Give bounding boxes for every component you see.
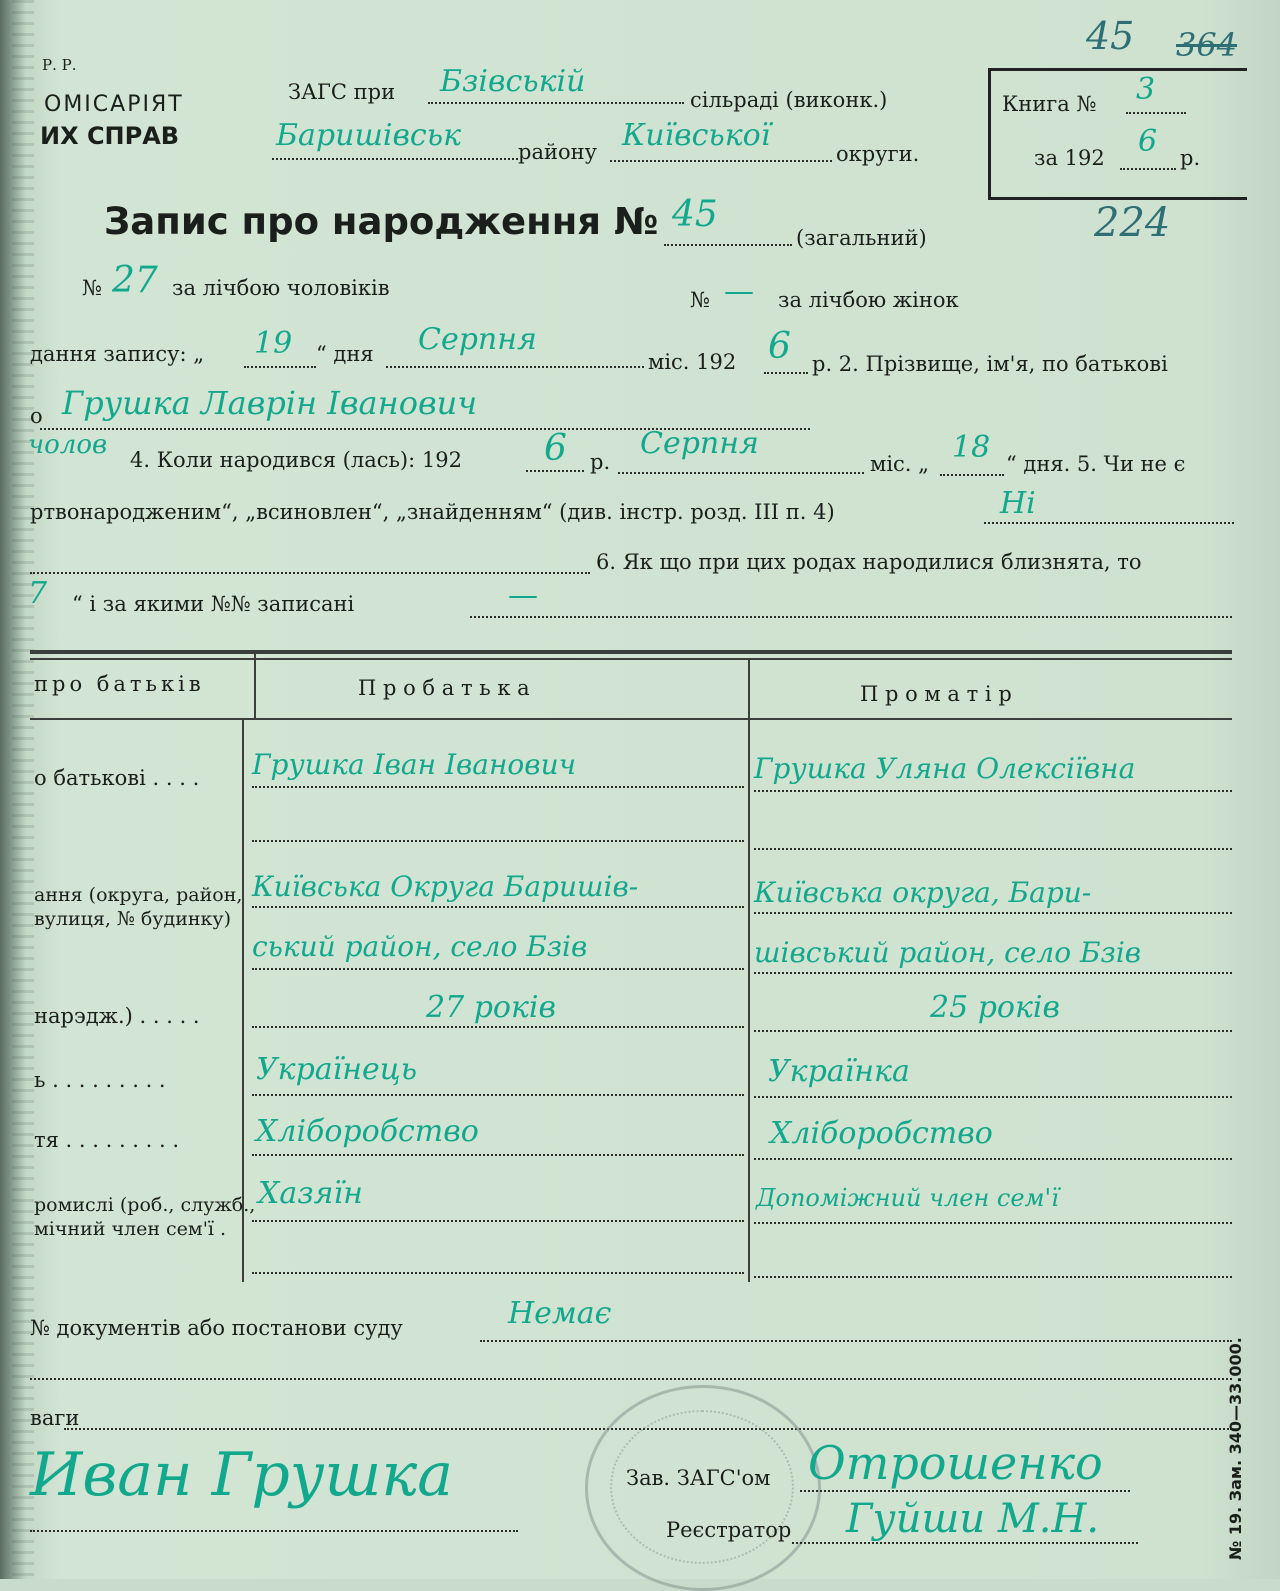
fill-line: [252, 1026, 744, 1028]
line6-text: “ і за якими №№ записані: [72, 592, 355, 616]
hw-birth-year: 6: [544, 428, 567, 469]
hw-left-signature: Иван Грушка: [30, 1440, 453, 1510]
male-prefix: №: [82, 276, 102, 300]
hw-mother-age: 25 років: [930, 990, 1060, 1025]
fill-line: [754, 1030, 1232, 1032]
line1-text-c: міс. 192: [648, 350, 737, 374]
row-label-name: о батькові . . . .: [34, 766, 200, 790]
fill-line: [244, 366, 316, 368]
hw-mother-status: Допоміжний член сем'ї: [756, 1184, 1059, 1212]
line3-text-b: р.: [590, 450, 611, 474]
hw-birth-day: 18: [952, 430, 991, 465]
fill-line: [754, 1276, 1232, 1278]
hw-mother-nationality: Українка: [768, 1054, 910, 1089]
line1-text-b: “ дня: [316, 342, 374, 366]
hw-father-age: 27 років: [426, 990, 556, 1025]
row-label-age: нарэдж.) . . . . .: [34, 1004, 200, 1028]
hw-corner-number: 224: [1094, 200, 1171, 246]
fill-line: [754, 1158, 1232, 1160]
hw-male-count: 27: [112, 260, 158, 301]
fill-line: [470, 616, 1232, 618]
fill-line: [30, 1530, 518, 1532]
fill-line: [252, 840, 744, 842]
fill-line: [1126, 112, 1186, 114]
year-label: за 192: [1034, 146, 1105, 170]
fill-line: [754, 912, 1232, 914]
hw-mother-address: Київська округа, Бари-: [754, 876, 1092, 909]
table-header-rule: [30, 718, 1232, 720]
rr-mark: Р. Р.: [42, 56, 77, 74]
hw-corner-crossed: 364: [1176, 26, 1238, 64]
year-suffix: р.: [1180, 146, 1201, 170]
fill-line: [252, 1154, 744, 1156]
fill-line: [252, 968, 744, 970]
row-label-industry-2: мічний член сем'ї .: [34, 1218, 227, 1240]
fill-line: [386, 366, 644, 368]
fill-line: [480, 1340, 1232, 1342]
docs-label: № документів або постанови суду: [30, 1316, 403, 1340]
row-label-occupation: тя . . . . . . . . .: [34, 1128, 180, 1152]
fill-line: [754, 1222, 1232, 1224]
line1-text-a: дання запису: „: [30, 342, 205, 366]
okruha-label: округи.: [836, 142, 920, 166]
row-label-industry: ромислі (роб., служб.,: [34, 1194, 256, 1216]
row-label-address: ання (округа, район,: [34, 884, 243, 906]
fill-line: [252, 1220, 744, 1222]
fill-line: [984, 522, 1234, 524]
hw-docs: Немає: [508, 1296, 612, 1331]
line5-text: 6. Як що при цих родах народилися близнята, то: [596, 550, 1142, 574]
hw-mother-name: Грушка Уляна Олексіївна: [754, 752, 1136, 785]
hw-female-count: —: [724, 274, 754, 309]
village-council-text: сільраді (виконк.): [690, 88, 888, 112]
fill-line: [754, 1096, 1232, 1098]
book-box: [988, 68, 1247, 200]
fill-line: [30, 1378, 1232, 1380]
male-label: за лічбою чоловіків: [172, 276, 390, 300]
vagy-label: ваги: [30, 1406, 80, 1430]
col-header-mother: П р о м а т і р: [860, 682, 1012, 706]
col-header-father: П р о б а т ь к а: [358, 676, 530, 700]
fill-line: [792, 1542, 1138, 1544]
book-label: Книга №: [1002, 92, 1097, 116]
head-label: Зав. ЗАГС'ом: [626, 1466, 771, 1490]
hw-entry-day: 19: [254, 326, 293, 361]
hw-child-name: Грушка Лаврін Іванович: [62, 384, 478, 422]
table-divider: [748, 660, 750, 1282]
line4-text: ртвонародженим“, „всиновлен“, „знайденням“ (див. інстр. розд. III п. 4): [30, 500, 835, 524]
district-label: району: [518, 140, 597, 164]
hw-father-name: Грушка Іван Іванович: [252, 748, 577, 781]
line3-text-c: міс. „: [870, 452, 930, 476]
row-label-nationality: ь . . . . . . . . .: [34, 1068, 166, 1092]
fill-line: [610, 160, 832, 162]
hw-book-year: 6: [1138, 124, 1158, 159]
binding-edge: [12, 0, 34, 1579]
fill-line: [664, 244, 792, 246]
fill-line: [754, 848, 1232, 850]
hw-birth-month: Серпня: [640, 426, 759, 461]
fill-line: [252, 786, 744, 788]
hw-father-address: Київська Округа Баришів-: [252, 870, 639, 903]
hw-district: Баришівськ: [276, 118, 461, 153]
zags-prefix: ЗАГС при: [288, 80, 396, 104]
female-prefix: №: [690, 288, 710, 312]
affairs-text: ИХ СПРАВ: [40, 122, 180, 150]
hw-twins: 7: [28, 576, 48, 611]
line3-text-a: 4. Коли народився (лась): 192: [130, 448, 462, 472]
fill-line: [754, 972, 1232, 974]
hw-father-nationality: Українець: [256, 1052, 418, 1087]
table-top-rule: [30, 650, 1232, 654]
fill-line: [526, 470, 584, 472]
record-title: Запис про народження №: [104, 200, 659, 243]
hw-mother-occupation: Хліборобство: [770, 1116, 993, 1151]
hw-mother-address-2: шівський район, село Бзів: [754, 936, 1142, 969]
line3-text-d: “ дня. 5. Чи не є: [1006, 452, 1186, 476]
title-suffix: (загальний): [796, 226, 927, 250]
side-print-number: № 19. Зам. 340—33.000.: [1226, 1337, 1245, 1560]
hw-father-address-2: ський район, село Бзів: [252, 930, 588, 963]
fill-line: [30, 572, 590, 574]
fill-line: [754, 790, 1232, 792]
hw-father-occupation: Хліборобство: [256, 1114, 479, 1149]
line2-prefix: о: [30, 404, 43, 428]
commissariat-text: ОМІСАРІЯТ: [44, 92, 184, 117]
hw-entry-month: Серпня: [418, 322, 537, 357]
line1-text-d: р. 2. Прізвище, ім'я, по батькові: [812, 352, 1168, 376]
female-label: за лічбою жінок: [778, 288, 959, 312]
hw-entry-year: 6: [768, 326, 791, 367]
fill-line: [252, 1272, 744, 1274]
hw-head-signature: Отрошенко: [808, 1436, 1103, 1490]
fill-line: [252, 906, 744, 908]
table-divider: [254, 650, 256, 720]
col-header-parents: про батьків: [34, 672, 205, 696]
hw-corner-top: 45: [1086, 14, 1135, 58]
hw-book-number: 3: [1136, 72, 1156, 107]
fill-line: [764, 372, 808, 374]
registrar-label: Реєстратор: [666, 1518, 792, 1542]
table-top-rule-2: [30, 658, 1232, 660]
hw-record-number: 45: [672, 194, 718, 235]
hw-village: Бзівській: [440, 64, 586, 99]
fill-line: [272, 158, 518, 160]
fill-line: [252, 1094, 744, 1096]
hw-father-status: Хазяїн: [258, 1176, 363, 1211]
fill-line: [800, 1490, 1130, 1492]
hw-okruha: Київської: [622, 118, 771, 153]
hw-stillborn: Ні: [1000, 486, 1036, 521]
fill-line: [1120, 168, 1176, 170]
hw-twins-records: —: [508, 578, 538, 613]
hw-child-sex: чолов: [28, 430, 108, 460]
hw-registrar-signature: Гуйши М.Н.: [846, 1496, 1100, 1542]
row-label-address-2: вулиця, № будинку): [34, 908, 232, 930]
fill-line: [618, 472, 864, 474]
fill-line: [940, 474, 1004, 476]
fill-line: [428, 102, 684, 104]
